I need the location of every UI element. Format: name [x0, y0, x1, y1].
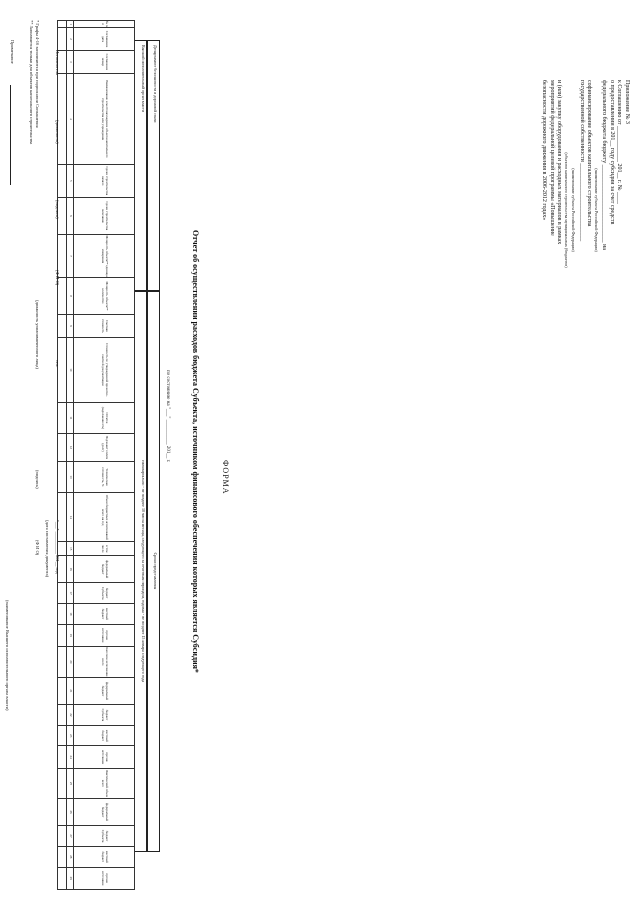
header-line: о предоставлении в 201__ году субсидии за счет средств — [609, 80, 615, 225]
header-line: (объектов капитального строительства муниципальных (бюджетов) — [564, 152, 569, 268]
header-line: (наименование субъекта Российской Федерации) — [594, 168, 599, 252]
table-header-cell: Сроки строительства начало — [74, 164, 135, 197]
table-column-number: 7 — [67, 234, 74, 278]
table-header-cell: федеральный бюджет — [74, 678, 135, 705]
table-column-number: 16 — [67, 556, 74, 583]
sig-head-label: (наименование Высшего исполнительного органа власти) — [5, 600, 10, 711]
table-header-cell: Объем бюджетных ассигнований всего на год — [74, 493, 135, 542]
note-line — [10, 85, 17, 185]
table-header-cell: Сметная стоимость — [74, 314, 135, 337]
meta-right-text: ежеквартально - не позднее 10 числа месяца, следующего за отчетным периодом, годовая - не позднее 15 января следующего года — [141, 460, 146, 682]
document-date-caption: (дата составления документа) — [45, 520, 50, 578]
table-column-number: 19 — [67, 624, 74, 646]
header-line: софинансирование объектов капитального строительства — [586, 80, 593, 227]
header-line: к Соглашению от ____________ 201__ г. № ____ — [616, 80, 623, 204]
table-header-cell: бюджет Субъекта — [74, 704, 135, 725]
sig-head-sign: (подпись) — [35, 470, 40, 489]
table-cell[interactable] — [58, 74, 67, 164]
meta-right-header: Сроки представления — [153, 552, 158, 590]
signature-column — [5, 600, 70, 890]
table-header-cell: местный бюджет — [74, 847, 135, 867]
table-column-number: 10 — [67, 338, 74, 403]
header-line: безопасности дорожного движения в 2006-2012 годах» — [541, 80, 548, 221]
form-label: ФОРМА — [221, 460, 230, 495]
executor-fio: (Ф И О) — [55, 270, 60, 286]
table-column-number: 29 — [67, 867, 74, 889]
sig-head-fio: (Ф И О) — [35, 540, 40, 556]
table-header-cell: Фактический объем всего — [74, 768, 135, 799]
table-header-cell: Остаток (задолженность) — [74, 402, 135, 433]
table-column-number: 1 — [67, 21, 74, 28]
report-title: Отчет об осуществлении расходов бюджета Субъекта, источником финансового обеспечения которых является Субсидия* — [191, 230, 200, 673]
date-line: по состоянию на "___" __________ 201__ г. — [165, 370, 170, 463]
table-header-cell: Мощность объекта** единица измерения — [74, 234, 135, 278]
executor-tel: тел. — [55, 360, 60, 368]
table-header-cell: местный бюджет — [74, 604, 135, 624]
meta-right-box-2 — [134, 290, 148, 852]
header-line: и (или) закупку оборудования и расходных материалов в рамках — [556, 80, 563, 245]
table-column-number: 3 — [67, 50, 74, 74]
table-column-number: 5 — [67, 164, 74, 197]
table-header-cell: Мощность объекта** количество — [74, 278, 135, 314]
header-line: федерального бюджета бюджету __________________________ на — [601, 80, 608, 250]
footnote-2: ** Заполняется только для объектов капитального строительства — [29, 20, 34, 145]
sig-head-position: (должность уполномоченного лица) — [35, 300, 40, 369]
table-column-number: 24 — [67, 746, 74, 768]
executor-label: Исполнитель — [55, 50, 60, 76]
table-column-number: 20 — [67, 646, 74, 677]
meta-left-box-2 — [134, 40, 148, 292]
table-column-number: 25 — [67, 768, 74, 799]
meta-left-box — [146, 40, 160, 292]
table-column-number: 22 — [67, 704, 74, 725]
table-header-cell: Подлежит оплате (долг) — [74, 434, 135, 461]
table-column-number: 18 — [67, 604, 74, 624]
appendix-header — [540, 80, 630, 340]
executor-sign: (подпись) — [55, 200, 60, 219]
table-header-cell: прочие источники — [74, 867, 135, 889]
table-column-number: 2 — [67, 28, 74, 50]
table-cell[interactable] — [58, 338, 67, 403]
table-column-number: 13 — [67, 461, 74, 493]
table-cell[interactable] — [58, 21, 67, 28]
table-column-number: 8 — [67, 278, 74, 314]
table-header-cell: Кассовое исполнение всего — [74, 646, 135, 677]
table-column-number: 6 — [67, 198, 74, 235]
table-cell[interactable] — [58, 434, 67, 461]
table-column-number: 12 — [67, 434, 74, 461]
table-column-number: 14 — [67, 493, 74, 542]
table-cell[interactable] — [58, 461, 67, 493]
table-header-cell: Стоимость по утвержденной проектно-сметной документации — [74, 338, 135, 403]
footnote-1: * Графы 4-16 заполняются при подписании Соглашения — [35, 20, 40, 128]
header-line: Приложение № 3 — [624, 80, 630, 124]
table-column-number: 26 — [67, 799, 74, 826]
table-header-cell: бюджет Субъекта — [74, 825, 135, 846]
table-header-cell: Наименование и местонахождение объекта капитального строительства или учреждения — [74, 74, 135, 164]
table-header-cell: Сроки строительства окончание — [74, 198, 135, 235]
meta-left-row-1: Департамент безопасности и дорожной связи — [153, 45, 158, 123]
header-line: государственной собственности __________________________ — [579, 80, 585, 242]
table-column-number: 17 — [67, 583, 74, 604]
table-cell[interactable] — [58, 402, 67, 433]
table-column-number: 15 — [67, 542, 74, 556]
table-header-cell: № п/п — [74, 21, 135, 28]
document-date: "___" __________ 201__ год — [55, 520, 60, 574]
table-header-cell: Техническая готовность, % — [74, 461, 135, 493]
table-header-cell: прочие источники — [74, 746, 135, 768]
table-header-cell: бюджет Субъекта — [74, 583, 135, 604]
table-column-number: 11 — [67, 402, 74, 433]
meta-right-box — [146, 290, 160, 852]
table-cell[interactable] — [58, 314, 67, 337]
table-cell[interactable] — [58, 164, 67, 197]
header-line: (наименование субъекта Российской Федерации) — [571, 168, 577, 252]
table-column-number: 9 — [67, 314, 74, 337]
meta-left-row-2: Высший исполнительный орган власти — [141, 45, 146, 112]
note-label: Примечание — [10, 40, 15, 64]
table-column-number: 23 — [67, 726, 74, 746]
table-header-cell: Соглашение дата — [74, 28, 135, 50]
table-header-cell: прочие источники — [74, 624, 135, 646]
table-column-number: 27 — [67, 825, 74, 846]
table-header-cell: федеральный бюджет — [74, 556, 135, 583]
table-cell[interactable] — [58, 28, 67, 50]
header-line: мероприятий федеральной целевой программы «Повышение — [549, 80, 555, 236]
table-header-cell: местный бюджет — [74, 726, 135, 746]
table-column-number: 21 — [67, 678, 74, 705]
table-header-cell: в том числе — [74, 542, 135, 556]
table-header-cell: Соглашение номер — [74, 50, 135, 74]
table-column-number: 28 — [67, 847, 74, 867]
table-column-number: 4 — [67, 74, 74, 164]
table-header-cell: федеральный бюджет — [74, 799, 135, 826]
executor-position: (должность) — [55, 120, 60, 144]
